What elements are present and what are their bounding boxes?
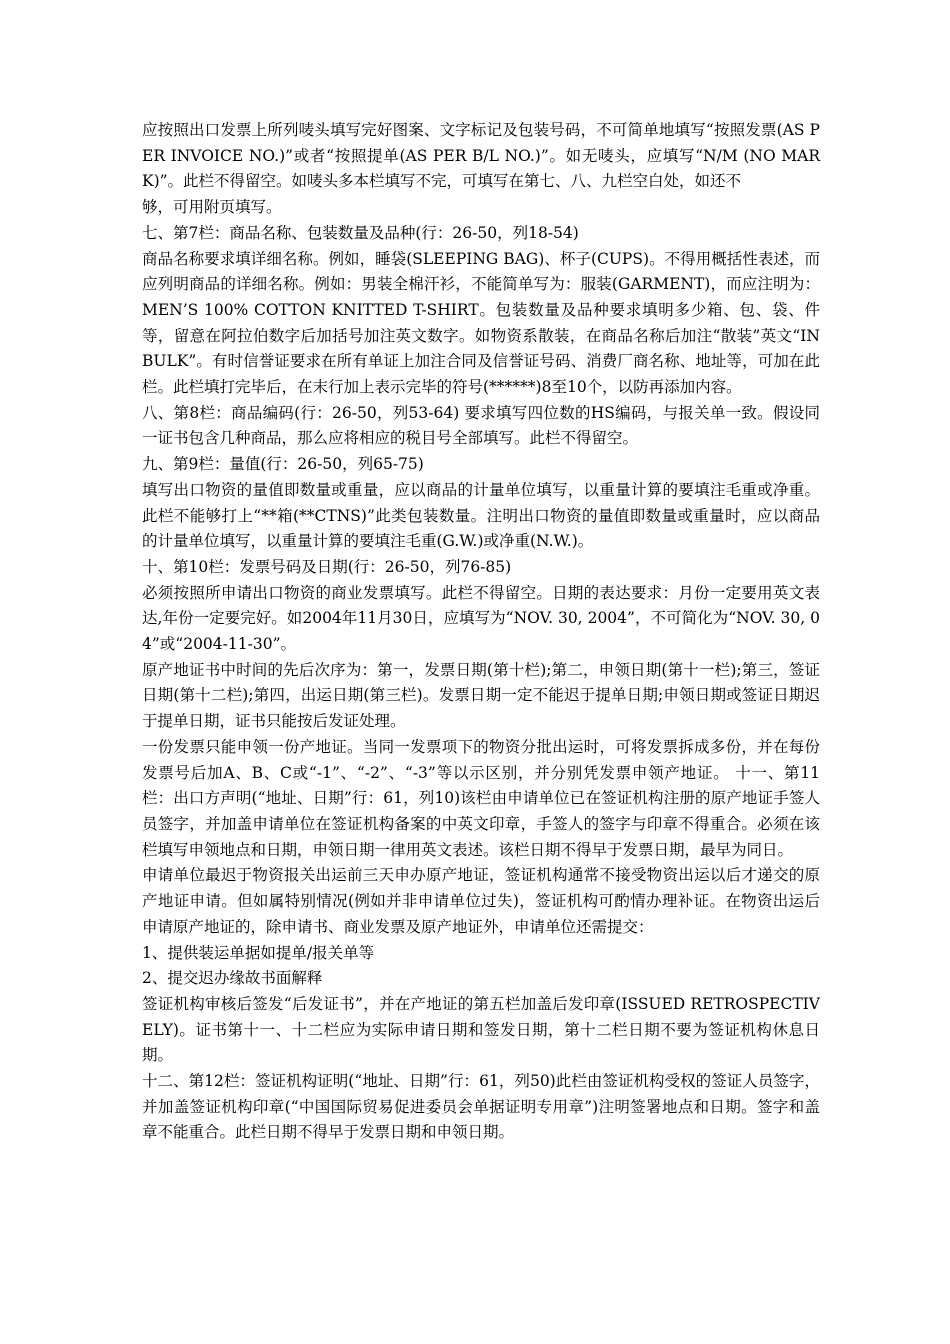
- document-body: [142, 118, 820, 1146]
- paragraph-field-7: 商品名称要求填详细名称。例如，睡袋(SLEEPING BAG)、杯子(CUPS)。不得用概括性表述，而应列明商品的详细名称。例如：男装全棉汗衫，不能简单写为：服装(GARMENT)，而应注明为：MEN’S 100% COTTON KNITTED T-SHIRT。包装数量及品种要求填明多少箱、包、袋、件等，留意在阿拉伯数字后加括号加注英文数字。如物资系散装，在商品名称后加注“散装”英文“IN BULK”。有时信誉证要求在所有单证上加注合同及信誉证号码、消费厂商名称、地址等，可加在此栏。此栏填打完毕后，在末行加上表示完毕的符号(******)8至10个，以防再添加内容。: [142, 249, 820, 397]
- heading-field-7: 七、第7栏：商品名称、包装数量及品种(行：26-50，列18-54): [142, 223, 579, 242]
- paragraph-field-8: 八、第8栏：商品编码(行：26-50，列53-64) 要求填写四位数的HS编码，与报关单一致。假设同一证书包含几种商品，那么应将相应的税目号全部填写。此栏不得留空。: [142, 403, 820, 448]
- list-item-1: 1、提供装运单据如提单/报关单等: [142, 943, 375, 962]
- paragraph-field-10: 必须按照所申请出口物资的商业发票填写。此栏不得留空。日期的表达要求：月份一定要用英文表达,年份一定要完好。如2004年11月30日，应填写为“NOV. 30, 2004”，不可简化为“NOV. 30, 04”或“2004-11-30”。: [142, 583, 820, 654]
- paragraph-marks-continuation: 够，可用附页填写。: [142, 198, 282, 217]
- paragraph-field-9: 填写出口物资的量值即数量或重量，应以商品的计量单位填写，以重量计算的要填注毛重或净重。此栏不能够打上“**箱(**CTNS)”此类包装数量。注明出口物资的量值即数量或重量时，应以商品的计量单位填写，以重量计算的要填注毛重(G.W.)或净重(N.W.)。: [142, 480, 820, 551]
- paragraph-date-order: 原产地证书中时间的先后次序为：第一，发票日期(第十栏);第二，申领日期(第十一栏);第三，签证日期(第十二栏);第四，出运日期(第三栏)。发票日期一定不能迟于提单日期;申领日期或签证日期迟于提单日期，证书只能按后发证处理。: [142, 660, 820, 731]
- heading-field-9: 九、第9栏：量值(行：26-50，列65-75): [142, 455, 424, 474]
- paragraph-retrospective: 签证机构审核后签发“后发证书”，并在产地证的第五栏加盖后发印章(ISSUED RETROSPECTIVELY)。证书第十一、十二栏应为实际申请日期和签发日期，第十二栏日期不要为签证机构休息日期。: [142, 994, 820, 1065]
- paragraph-field-12: 十二、第12栏：签证机构证明(“地址、日期”行：61，列50)此栏由签证机构受权的签证人员签字，并加盖签证机构印章(“中国国际贸易促进委员会单据证明专用章”)注明签署地点和日期。签字和盖章不能重合。此栏日期不得早于发票日期和申领日期。: [142, 1072, 820, 1142]
- heading-field-10: 十、第10栏：发票号码及日期(行：26-50，列76-85): [142, 557, 512, 576]
- paragraph-late-application: 申请单位最迟于物资报关出运前三天申办原产地证，签证机构通常不接受物资出运以后才递交的原产地证申请。但如属特别情况(例如并非申请单位过失)，签证机构可酌情办理补证。在物资出运后申请原产地证的，除申请书、商业发票及原产地证外，申请单位还需提交：: [142, 866, 820, 936]
- list-item-2: 2、提交迟办缘故书面解释: [142, 969, 323, 988]
- paragraph-field-11: 一份发票只能申领一份产地证。当同一发票项下的物资分批出运时，可将发票拆成多份，并在每份发票号后加A、B、C或“-1”、“-2”、“-3”等以示区别，并分别凭发票申领产地证。 十一、第11栏：出口方声明(“地址、日期”行：61，列10)该栏由申请单位已在签证机构注册的原产地证手签人员签字，并加盖申请单位在签证机构备案的中英文印章，手签人的签字与印章不得重合。必须在该栏填写申领地点和日期，申领日期一律用英文表述。该栏日期不得早于发票日期，最早为同日。: [142, 737, 820, 859]
- paragraph-marks-instructions: 应按照出口发票上所列唛头填写完好图案、文字标记及包装号码，不可简单地填写“按照发票(AS PER INVOICE NO.)”或者“按照提单(AS PER B/L NO.)”。如无唛头，应填写“N/M (NO MARK)”。此栏不得留空。如唛头多本栏填写不完，可填写在第七、八、九栏空白处，如还不: [142, 121, 820, 191]
